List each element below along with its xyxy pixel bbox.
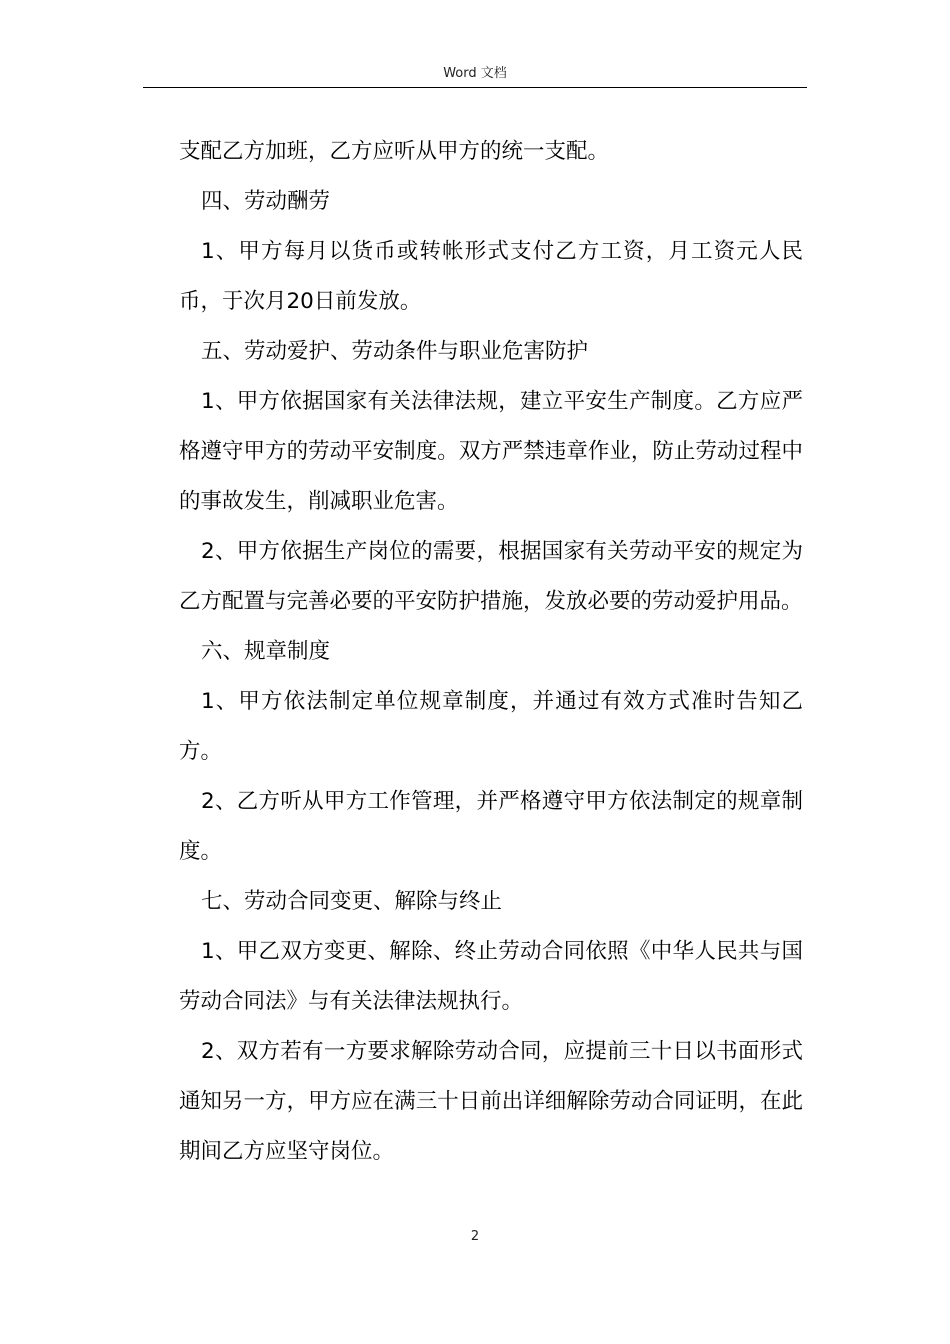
section-heading: 五、劳动爱护、劳动条件与职业危害防护 xyxy=(201,339,589,364)
paragraph: 支配乙方加班，乙方应听从甲方的统一支配。 xyxy=(179,139,610,164)
page-number: 2 xyxy=(470,1229,480,1244)
paragraph: 2、甲方依据生产岗位的需要，根据国家有关劳动平安的规定为乙方配置与完善必要的平安防护措施，发放必要的劳动爱护用品。 xyxy=(179,539,803,614)
paragraph: 1、甲乙双方变更、解除、终止劳动合同依照《中华人民共与国劳动合同法》与有关法律法规执行。 xyxy=(179,939,803,1014)
header-divider xyxy=(143,87,807,88)
paragraph: 2、双方若有一方要求解除劳动合同，应提前三十日以书面形式通知另一方，甲方应在满三十日前出详细解除劳动合同证明，在此期间乙方应坚守岗位。 xyxy=(179,1039,803,1164)
paragraph: 1、甲方依据国家有关法律法规，建立平安生产制度。乙方应严格遵守甲方的劳动平安制度。双方严禁违章作业，防止劳动过程中的事故发生，削减职业危害。 xyxy=(179,389,803,514)
paragraph: 1、甲方每月以货币或转帐形式支付乙方工资，月工资元人民币，于次月20日前发放。 xyxy=(179,239,803,314)
section-heading: 七、劳动合同变更、解除与终止 xyxy=(201,889,503,914)
paragraph: 1、甲方依法制定单位规章制度，并通过有效方式准时告知乙方。 xyxy=(179,689,803,764)
section-heading: 四、劳动酬劳 xyxy=(201,189,331,214)
section-heading: 六、规章制度 xyxy=(201,639,331,664)
document-body xyxy=(179,127,803,1177)
page-header-title: Word 文档 xyxy=(443,66,507,81)
paragraph: 2、乙方听从甲方工作管理，并严格遵守甲方依法制定的规章制度。 xyxy=(179,789,803,864)
